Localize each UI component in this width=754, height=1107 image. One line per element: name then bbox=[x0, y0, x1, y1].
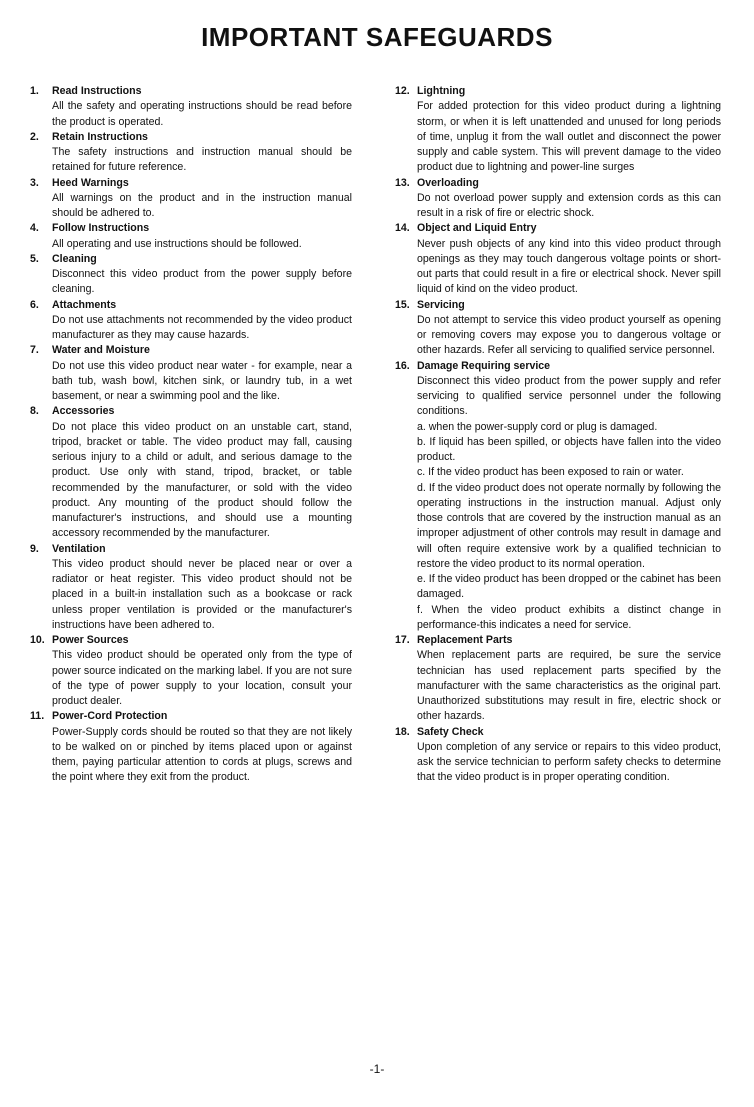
safeguard-heading bbox=[395, 84, 721, 99]
safeguard-number: 11. bbox=[30, 710, 45, 723]
safeguard-heading-text: Overloading bbox=[417, 176, 479, 189]
safeguard-body bbox=[395, 374, 721, 633]
safeguard-body bbox=[30, 267, 352, 298]
safeguard-paragraph: a. when the power-supply cord or plug is damaged. bbox=[417, 420, 658, 433]
safeguard-heading-text: Read Instructions bbox=[52, 85, 142, 97]
safeguard-paragraph: Do not use this video product near water - for example, near a bath tub, wash bowl, kitchen sink, or laundry tub, in a wet basement, or near a swimming pool and the like. bbox=[52, 359, 352, 402]
safeguard-number: 3. bbox=[30, 176, 39, 189]
safeguard-number: 13. bbox=[395, 176, 410, 189]
safeguard-paragraph: e. If the video product has been dropped or the cabinet has been damaged. bbox=[417, 573, 721, 601]
safeguard-body bbox=[30, 145, 352, 176]
safeguard-paragraph: Power-Supply cords should be routed so that they are not likely to be walked on or pinched by items placed upon or against them, paying particular attention to cords at plugs, screws and the point where they exit from the product. bbox=[52, 725, 352, 784]
safeguard-paragraph: When replacement parts are required, be sure the service technician has used replacement parts specified by the manufacturer with the same characteristics as the original part. Unauthorized substitutions may result in fire, electric shock or other hazards. bbox=[417, 649, 721, 723]
safeguard-paragraph: Do not attempt to service this video product yourself as opening or removing covers may expose you to dangerous voltage or other hazards. Refer all servicing to qualified service personnel. bbox=[417, 313, 721, 357]
safeguard-paragraph: For added protection for this video product during a lightning storm, or when it is left unattended and unused for long periods of time, unplug it from the wall outlet and disconnect the power supply and cable system. This will prevent damage to the video product due to lightning and power-line surges bbox=[417, 100, 721, 174]
safeguard-heading bbox=[30, 633, 352, 648]
safeguard-item bbox=[30, 221, 352, 252]
safeguard-paragraph: Do not place this video product on an unstable cart, stand, tripod, bracket or table. The video product may fall, causing serious injury to a child or adult, and serious damage to the product. Use only with stand, tripod, bracket, or table recommended by the manufacturer, or sold with the video product. Any mounting of the product should follow the manufacturer's instructions, and should use a mounting accessory recommended by the manufacturer. bbox=[52, 420, 352, 540]
safeguard-paragraph: This video product should be operated only from the type of power source indicated on the marking label. If you are not sure of the type of power supply to your location, consult your product dealer. bbox=[52, 649, 352, 707]
safeguard-heading-text: Lightning bbox=[417, 85, 466, 97]
safeguard-body bbox=[395, 99, 721, 175]
safeguard-heading-text: Safety Check bbox=[417, 725, 484, 738]
safeguard-number: 7. bbox=[30, 344, 39, 357]
safeguard-heading-text: Power-Cord Protection bbox=[52, 710, 168, 723]
safeguard-item bbox=[395, 176, 721, 222]
safeguard-heading bbox=[30, 404, 352, 419]
safeguard-heading-text: Replacement Parts bbox=[417, 634, 513, 646]
safeguard-item bbox=[395, 298, 721, 359]
safeguard-item bbox=[30, 343, 352, 404]
safeguard-heading-text: Object and Liquid Entry bbox=[417, 222, 537, 235]
safeguard-item bbox=[395, 725, 721, 786]
safeguard-body bbox=[30, 420, 352, 542]
safeguard-number: 16. bbox=[395, 359, 410, 372]
safeguard-heading bbox=[395, 725, 721, 740]
safeguard-body bbox=[395, 648, 721, 724]
safeguard-paragraph: All warnings on the product and in the instruction manual should be adhered to. bbox=[52, 191, 352, 219]
safeguard-body bbox=[30, 648, 352, 709]
safeguard-heading bbox=[30, 221, 352, 236]
safeguard-paragraph: Disconnect this video product from the power supply and refer servicing to qualified service personnel under the following conditions. bbox=[417, 374, 721, 418]
safeguard-body bbox=[30, 237, 352, 252]
safeguard-item bbox=[30, 709, 352, 785]
safeguard-item bbox=[30, 298, 352, 344]
safeguard-item bbox=[395, 221, 721, 297]
safeguard-paragraph: The safety instructions and instruction manual should be retained for future reference. bbox=[52, 146, 352, 174]
safeguard-heading-text: Follow Instructions bbox=[52, 222, 150, 235]
safeguard-heading-text: Retain Instructions bbox=[52, 130, 148, 143]
safeguard-item bbox=[30, 633, 352, 709]
safeguard-heading bbox=[30, 542, 352, 557]
safeguard-number: 2. bbox=[30, 130, 39, 143]
safeguard-number: 14. bbox=[395, 222, 410, 235]
safeguard-item bbox=[30, 176, 352, 222]
safeguard-paragraph: Do not overload power supply and extension cords as this can result in a risk of fire or electric shock. bbox=[417, 191, 721, 219]
safeguard-paragraph: c. If the video product has been exposed to rain or water. bbox=[417, 466, 684, 479]
safeguard-heading bbox=[395, 221, 721, 236]
safeguard-body bbox=[395, 740, 721, 786]
safeguard-heading-text: Water and Moisture bbox=[52, 344, 150, 357]
safeguard-item bbox=[30, 130, 352, 176]
safeguard-body bbox=[30, 359, 352, 405]
left-column bbox=[30, 84, 352, 786]
safeguard-paragraph: This video product should never be placed near or over a radiator or heat register. This video product should not be placed in a built-in installation such as a bookcase or rack unless proper ventilation is provided or the manufacturer's instructions have been adhered to. bbox=[52, 557, 352, 631]
safeguard-heading-text: Attachments bbox=[52, 298, 117, 311]
safeguard-number: 12. bbox=[395, 85, 410, 97]
safeguard-number: 5. bbox=[30, 252, 39, 265]
safeguard-paragraph: All the safety and operating instructions should be read before the product is operated. bbox=[52, 100, 352, 128]
safeguard-item bbox=[395, 633, 721, 725]
safeguard-number: 10. bbox=[30, 634, 45, 646]
safeguard-heading-text: Servicing bbox=[417, 298, 465, 311]
safeguard-heading-text: Cleaning bbox=[52, 252, 97, 265]
page-title: IMPORTANT SAFEGUARDS bbox=[201, 22, 553, 52]
safeguard-heading bbox=[30, 709, 352, 724]
safeguard-body bbox=[30, 313, 352, 344]
safeguard-heading-text: Damage Requiring service bbox=[417, 359, 551, 372]
safeguard-heading-text: Heed Warnings bbox=[52, 176, 129, 189]
right-column bbox=[395, 84, 721, 786]
safeguard-body bbox=[395, 313, 721, 359]
page-number: -1- bbox=[369, 1062, 385, 1076]
safeguard-paragraph: Disconnect this video product from the power supply before cleaning. bbox=[52, 268, 352, 296]
safeguard-heading bbox=[30, 298, 352, 313]
safeguard-number: 4. bbox=[30, 222, 39, 235]
safeguard-paragraph: Do not use attachments not recommended by the video product manufacturer as they may cause hazards. bbox=[52, 313, 352, 341]
safeguard-number: 17. bbox=[395, 634, 410, 646]
safeguard-body bbox=[395, 237, 721, 298]
safeguard-heading-text: Accessories bbox=[52, 405, 115, 418]
safeguard-heading bbox=[395, 359, 721, 374]
safeguard-body bbox=[30, 191, 352, 222]
safeguard-heading bbox=[395, 633, 721, 648]
safeguard-number: 6. bbox=[30, 298, 39, 311]
safeguard-heading bbox=[30, 252, 352, 267]
safeguard-body bbox=[30, 725, 352, 786]
safeguard-item bbox=[30, 542, 352, 634]
safeguard-body bbox=[395, 191, 721, 222]
safeguard-paragraph: f. When the video product exhibits a distinct change in performance-this indicates a need for service. bbox=[417, 603, 721, 631]
safeguard-number: 1. bbox=[30, 85, 39, 97]
safeguard-heading bbox=[30, 343, 352, 358]
safeguard-heading bbox=[395, 176, 721, 191]
safeguard-paragraph: Upon completion of any service or repairs to this video product, ask the service technician to perform safety checks to determine that the video product is in proper operating condition. bbox=[417, 740, 721, 784]
safeguard-item bbox=[395, 359, 721, 634]
safeguard-paragraph: d. If the video product does not operate normally by following the operating instructions in the instruction manual. Adjust only those controls that are covered by the instruction manual as an improper adjustment of other controls may result in damage and will often require extensive work by a qualified technician to restore the video product to its normal operation. bbox=[417, 481, 721, 570]
safeguard-number: 15. bbox=[395, 298, 410, 311]
safeguard-number: 18. bbox=[395, 725, 410, 738]
safeguard-number: 8. bbox=[30, 405, 39, 418]
safeguard-heading bbox=[395, 298, 721, 313]
safeguard-item bbox=[395, 84, 721, 176]
safeguard-number: 9. bbox=[30, 542, 39, 555]
safeguard-item bbox=[30, 404, 352, 541]
safeguard-heading-text: Power Sources bbox=[52, 634, 129, 646]
safeguard-paragraph: b. If liquid has been spilled, or objects have fallen into the video product. bbox=[417, 435, 721, 463]
safeguard-body bbox=[30, 557, 352, 633]
safeguard-item bbox=[30, 252, 352, 298]
safeguard-heading-text: Ventilation bbox=[52, 542, 106, 555]
safeguard-heading bbox=[30, 84, 352, 99]
safeguard-heading bbox=[30, 130, 352, 145]
safeguard-heading bbox=[30, 176, 352, 191]
safeguard-paragraph: Never push objects of any kind into this video product through openings as they may touch dangerous voltage points or short-out parts that could result in a fire or electrical shock. Never spill liquid of kind on the video product. bbox=[417, 237, 721, 296]
safeguard-body bbox=[30, 99, 352, 130]
safeguard-paragraph: All operating and use instructions should be followed. bbox=[52, 237, 302, 250]
safeguard-item bbox=[30, 84, 352, 130]
